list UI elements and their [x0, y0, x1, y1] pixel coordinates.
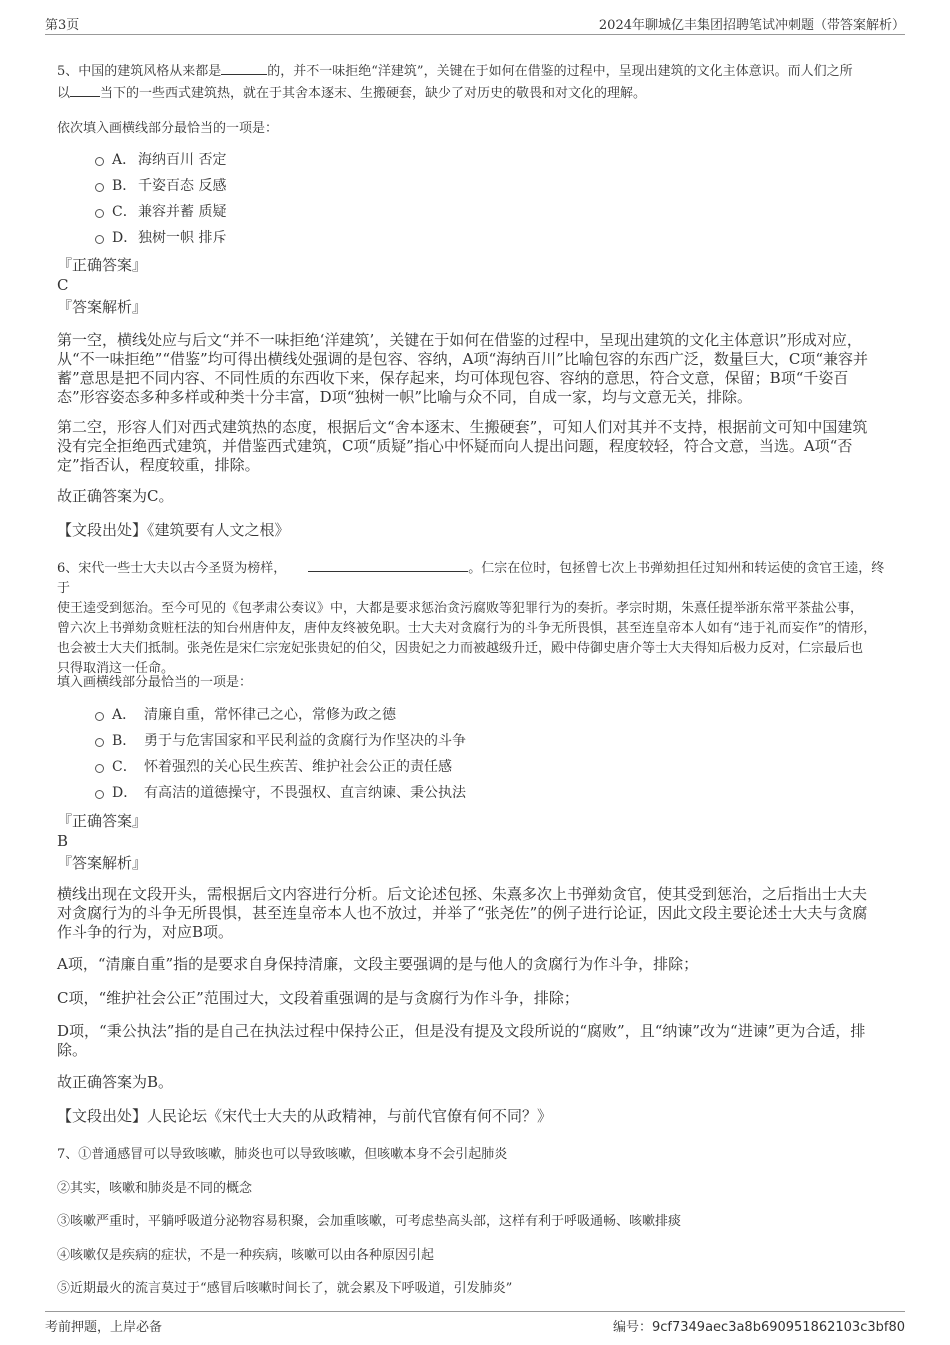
radio-icon[interactable]: [95, 157, 104, 166]
blank-1: [221, 60, 267, 75]
question-6-stem: 6、宋代一些士大夫以古今圣贤为榜样， 。仁宗在位时，包拯曾七次上书弹劾担任过知州和转运使的贪官王逵，终于 使王逵受到惩治。至今可见的《包孝肃公奏议》中，大都是要求惩治贪污腐败等犯罪行为的奏折。孝宗时期，朱熹任提举浙东常平茶盐公事， 曾六次上书弹劾贪赃枉法的知台州唐仲友，唐仲友终被免职。士大夫对贪腐行为的斗争无所畏惧，甚至连皇帝本人如有“违于礼而妄作”的情形， 也会被士大夫们抵制。张尧佐是宋仁宗宠妃张贵妃的伯父，因贵妃之力而被越级升迁，殿中侍御史唐介等士大夫得知后极力反对，仁宗最后也 只得取消这一任命。: [57, 557, 897, 679]
option-b[interactable]: B． 千姿百态 反感: [95, 172, 226, 198]
question-7-statement-2: ②其实，咳嗽和肺炎是不同的概念: [57, 1181, 253, 1196]
question-6-analysis-a: A项，“清廉自重”指的是要求自身保持清廉，文段主要强调的是与他人的贪腐行为作斗争，排除；: [57, 955, 699, 973]
question-7-statement-1: 7、①普通感冒可以导致咳嗽，肺炎也可以导致咳嗽，但咳嗽本身不会引起肺炎: [57, 1147, 508, 1162]
question-6-options: [95, 701, 466, 805]
question-6-source: 【文段出处】人民论坛《宋代士大夫的从政精神，与前代官僚有何不同？》: [57, 1107, 553, 1125]
question-6-analysis-c: C项，“维护社会公正”范围过大，文段着重强调的是与贪腐行为作斗争，排除；: [57, 989, 579, 1007]
radio-icon[interactable]: [95, 712, 104, 721]
question-5-source: 【文段出处】《建筑要有人文之根》: [57, 521, 290, 539]
question-7-statement-3: ③咳嗽严重时，平躺呼吸道分泌物容易积聚，会加重咳嗽，可考虑垫高头部，这样有利于呼吸通畅、咳嗽排痰: [57, 1214, 682, 1229]
question-6-conclusion: 故正确答案为B。: [57, 1073, 174, 1091]
radio-icon[interactable]: [95, 738, 104, 747]
blank-2: [70, 82, 100, 97]
blank-1: [308, 557, 468, 572]
question-6-answer: 『正确答案』 B 『答案解析』: [57, 811, 887, 873]
question-6-analysis-d: D项，“秉公执法”指的是自己在执法过程中保持公正，但是没有提及文段所说的“腐败”，且“纳谏”改为“进谏”更为合适，排 除。: [57, 1022, 866, 1059]
question-5-analysis-1: 第一空，横线处应与后文“并不一味拒绝‘洋建筑’，关键在于如何在借鉴的过程中，呈现出建筑的文化主体意识”形成对应， 从“不一味拒绝”“借鉴”均可得出横线处强调的是包容、容纳，A项“海纳百川”比喻包容的东西广泛，数量巨大，C项“兼容并 蓄”意思是把不同内容、不同性质的东西收下来，保存起来，均可体现包容、容纳的意思，符合文意，保留；B项“千姿百 态”形容姿态多种多样或种类十分丰富，D项“独树一帜”比喻与众不同，自成一家，均与文意无关，排除。: [57, 331, 868, 406]
option-d[interactable]: D． 有高洁的道德操守，不畏强权、直言纳谏、秉公执法: [95, 779, 466, 805]
question-5-stem: 5、中国的建筑风格从来都是 的，并不一味拒绝“洋建筑”，关键在于如何在借鉴的过程中，呈现出建筑的文化主体意识。而人们之所 以 当下的一些西式建筑热，就在于其舍本逐末、生搬硬套，缺少了对历史的敬畏和对文化的理解。: [57, 60, 897, 104]
option-c[interactable]: C． 兼容并蓄 质疑: [95, 198, 226, 224]
option-a[interactable]: A． 清廉自重，常怀律己之心，常修为政之德: [95, 701, 466, 727]
question-5-answer: 『正确答案』 C 『答案解析』: [57, 255, 887, 317]
radio-icon[interactable]: [95, 183, 104, 192]
footer-slogan: 考前押题，上岸必备: [45, 1320, 163, 1335]
question-7-statement-4: ④咳嗽仅是疾病的症状，不是一种疾病，咳嗽可以由各种原因引起: [57, 1248, 435, 1263]
document-title: 2024年聊城亿丰集团招聘笔试冲刺题（带答案解析）: [598, 18, 905, 33]
option-b[interactable]: B． 勇于与危害国家和平民利益的贪腐行为作坚决的斗争: [95, 727, 466, 753]
question-5-options: [95, 146, 226, 250]
question-6-analysis-1: 横线出现在文段开头，需根据后文内容进行分析。后文论述包拯、朱熹多次上书弹劾贪官，使其受到惩治，之后指出士大夫 对贪腐行为的斗争无所畏惧，甚至连皇帝本人也不放过，并举了“张尧佐”的例子进行论证，因此文段主要论述士大夫与贪腐 作斗争的行为，对应B项。: [57, 885, 868, 941]
document-code: 编号：9cf7349aec3a8b690951862103c3bf80: [613, 1320, 905, 1335]
correct-answer: B: [57, 832, 69, 850]
radio-icon[interactable]: [95, 209, 104, 218]
correct-answer: C: [57, 276, 69, 294]
question-6-prompt: 填入画横线部分最恰当的一项是：: [57, 675, 253, 690]
option-d[interactable]: D． 独树一帜 排斥: [95, 224, 226, 250]
question-5-analysis-2: 第二空，形容人们对西式建筑热的态度，根据后文“舍本逐末、生搬硬套”，可知人们对其并不支持，根据前文可知中国建筑 没有完全拒绝西式建筑，并借鉴西式建筑，C项“质疑”指心中怀疑而向人提出问题，程度较轻，符合文意，当选。A项“否 定”指否认，程度较重，排除。: [57, 418, 868, 474]
option-a[interactable]: A． 海纳百川 否定: [95, 146, 226, 172]
radio-icon[interactable]: [95, 790, 104, 799]
option-c[interactable]: C． 怀着强烈的关心民生疾苦、维护社会公正的责任感: [95, 753, 466, 779]
question-7-statement-5: ⑤近期最火的流言莫过于“感冒后咳嗽时间长了，就会累及下呼吸道，引发肺炎”: [57, 1281, 513, 1296]
radio-icon[interactable]: [95, 764, 104, 773]
page-number: 第3页: [45, 18, 80, 33]
page-footer: [45, 1311, 905, 1334]
radio-icon[interactable]: [95, 235, 104, 244]
question-5-prompt: 依次填入画横线部分最恰当的一项是：: [57, 121, 279, 136]
page-header: [45, 12, 905, 35]
question-5-conclusion: 故正确答案为C。: [57, 487, 174, 505]
